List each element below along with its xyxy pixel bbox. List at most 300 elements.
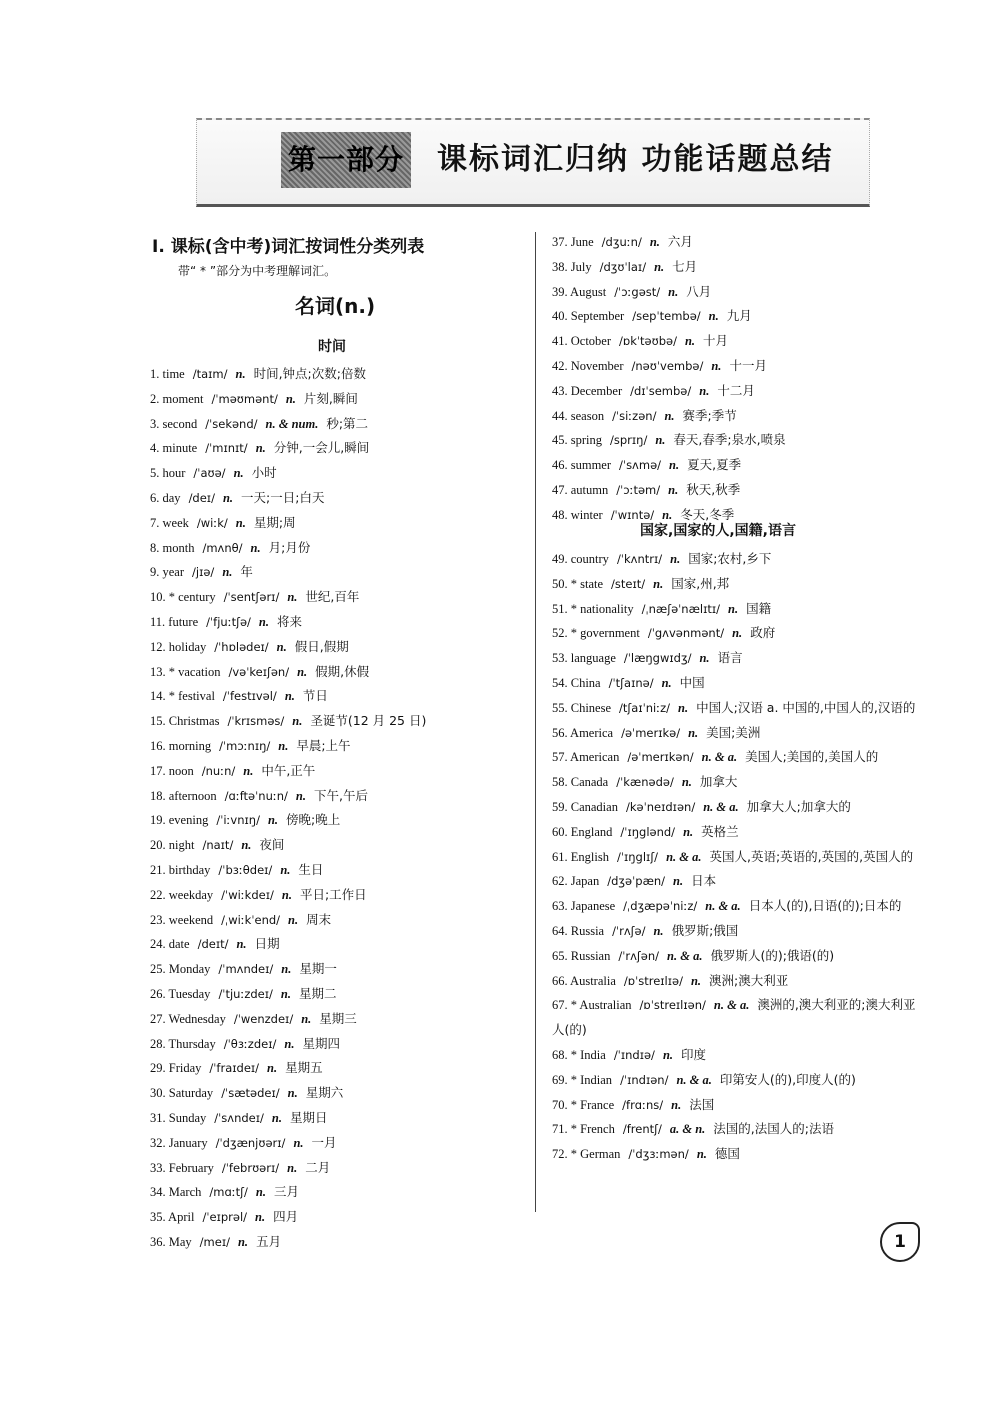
vocab-pos: n. (243, 763, 254, 778)
vocab-word: 51. * nationality (552, 601, 634, 616)
vocab-entry (150, 1131, 528, 1156)
vocab-meaning: 一天;一日;白天 (241, 489, 325, 505)
vocab-word: 50. * state (552, 576, 604, 591)
vocab-ipa: /ˈməʊmənt/ (211, 391, 278, 406)
vocab-pos: n. & a. (703, 799, 739, 814)
vocab-word: 12. holiday (150, 639, 207, 654)
vocab-word: 43. December (552, 383, 623, 398)
vocab-ipa: /nəʊˈvembə/ (631, 358, 704, 373)
vocab-meaning: 八月 (686, 283, 712, 299)
vocab-pos: n. (662, 1047, 674, 1062)
vocab-word: 53. language (552, 651, 616, 666)
vocab-meaning: 印第安人(的),印度人(的) (719, 1071, 856, 1087)
vocab-word: 47. autumn (552, 482, 609, 497)
vocab-ipa: /ˈsiːzən/ (612, 408, 657, 423)
vocab-meaning: 夏天,夏季 (687, 457, 742, 473)
vocab-entry (552, 944, 920, 969)
vocab-pos: n. (258, 614, 269, 629)
vocab-ipa: /ˈɪndɪə/ (613, 1047, 655, 1062)
vocab-word: 18. afternoon (150, 788, 217, 803)
vocab-word: 16. morning (150, 738, 212, 753)
vocab-entry (552, 354, 920, 379)
vocab-ipa: /ˈmɔːnɪŋ/ (219, 738, 271, 753)
vocab-ipa: /meɪ/ (199, 1234, 230, 1249)
vocab-ipa: /ˈwenzdeɪ/ (233, 1011, 294, 1026)
subheading-country: 国家,国家的人,国籍,语言 (640, 523, 796, 539)
vocab-pos: n. (654, 259, 665, 274)
vocab-pos: n. (293, 1135, 304, 1150)
vocab-entry (552, 597, 920, 622)
vocab-word: 48. winter (552, 507, 603, 522)
vocab-entry (552, 919, 920, 944)
vocab-pos: n. (271, 1110, 282, 1125)
vocab-entry (150, 1205, 528, 1230)
part-banner (196, 118, 870, 207)
vocab-pos: n. (237, 1234, 249, 1249)
vocab-ipa: /ˈɔːgəst/ (614, 284, 661, 299)
vocab-ipa: /ˈsætədeɪ/ (221, 1086, 280, 1101)
vocab-meaning: 三月 (273, 1184, 299, 1200)
vocab-entry (552, 379, 920, 404)
vocab-ipa: /taɪm/ (192, 367, 228, 381)
vocab-pos: n. (668, 482, 679, 497)
vocab-entry (552, 453, 920, 478)
vocab-entry (150, 1007, 528, 1032)
vocab-pos: n. (267, 1061, 278, 1076)
right-vocab-list-months (552, 230, 920, 528)
vocab-ipa: /wiːk/ (196, 515, 228, 530)
vocab-ipa: /əˈmerɪkə/ (621, 725, 681, 740)
pos-heading: 名词(n.) (295, 294, 376, 318)
vocab-meaning: 九月 (726, 308, 752, 324)
vocab-word: 57. American (552, 750, 620, 765)
vocab-pos: n. (653, 923, 664, 938)
vocab-pos: n. (295, 788, 306, 803)
vocab-ipa: /ˈeɪprəl/ (202, 1210, 248, 1225)
vocab-pos: n. (670, 552, 681, 566)
vocab-entry (552, 646, 920, 671)
vocab-meaning: 法国的,法国人的;法语 (713, 1121, 834, 1137)
vocab-entry (552, 770, 920, 795)
vocab-entry (150, 461, 528, 486)
vocab-pos: n. (688, 725, 699, 740)
right-vocab-list-countries (552, 547, 920, 1167)
vocab-pos: n. (671, 1097, 682, 1112)
vocab-meaning: 十二月 (717, 382, 755, 398)
vocab-meaning: 星期四 (302, 1035, 340, 1051)
vocab-meaning: 星期六 (305, 1085, 344, 1101)
vocab-entry (552, 304, 920, 329)
vocab-word: 35. April (150, 1210, 195, 1225)
vocab-entry (150, 486, 528, 511)
vocab-pos: n. (661, 675, 672, 690)
vocab-entry (552, 671, 920, 696)
vocab-meaning: 加拿大 (699, 774, 738, 790)
vocab-entry (552, 1142, 920, 1167)
vocab-meaning: 五月 (256, 1233, 282, 1249)
vocab-word: 34. March (150, 1185, 202, 1200)
vocab-ipa: /sprɪŋ/ (610, 433, 648, 448)
vocab-meaning: 一月 (311, 1134, 337, 1150)
vocab-ipa: /ˈtʃaɪnə/ (608, 675, 654, 690)
vocab-word: 37. June (552, 235, 594, 249)
vocab-pos: a. & n. (669, 1122, 706, 1137)
vocab-entry (150, 759, 528, 784)
vocab-meaning: 四月 (273, 1209, 299, 1225)
vocab-ipa: /ˈfraɪdeɪ/ (209, 1061, 260, 1076)
vocab-ipa: /ˈkrɪsməs/ (227, 714, 285, 729)
vocab-pos: n. & a. (676, 1072, 712, 1087)
vocab-word: 65. Russian (552, 948, 611, 963)
vocab-pos: n. (287, 590, 298, 605)
vocab-pos: n. & a. (713, 998, 750, 1013)
subheading-time: 时间 (318, 339, 346, 355)
vocab-word: 49. country (552, 552, 609, 566)
vocab-entry (552, 696, 920, 721)
vocab-entry (150, 560, 528, 585)
vocab-pos: n. (664, 408, 675, 423)
vocab-entry (150, 1180, 528, 1205)
vocab-meaning: 节日 (302, 688, 328, 704)
vocab-word: 52. * government (552, 626, 640, 641)
vocab-entry (150, 734, 528, 759)
vocab-meaning: 中午,正午 (261, 762, 316, 778)
vocab-pos: n. (241, 838, 252, 853)
vocab-meaning: 星期三 (319, 1010, 357, 1026)
vocab-meaning: 语言 (717, 650, 743, 666)
vocab-pos: n. (292, 714, 303, 729)
vocab-entry (552, 1068, 920, 1093)
vocab-word: 68. * India (552, 1047, 606, 1062)
vocab-word: 60. England (552, 824, 613, 839)
vocab-entry (552, 969, 920, 994)
vocab-entry (552, 404, 920, 429)
vocab-pos: n. (678, 700, 689, 715)
vocab-word: 21. birthday (150, 862, 211, 877)
vocab-entry (150, 684, 528, 709)
vocab-meaning: 赛季;季节 (682, 407, 737, 423)
vocab-pos: n. (284, 689, 295, 704)
vocab-ipa: /ˈiːvnɪŋ/ (216, 813, 260, 828)
vocab-word: 2. moment (150, 391, 204, 406)
part-title: 课标词汇归纳 功能话题总结 (437, 142, 834, 177)
vocab-word: 36. May (150, 1234, 192, 1249)
vocab-ipa: /frentʃ/ (622, 1122, 662, 1137)
vocab-entry (552, 280, 920, 305)
vocab-ipa: /vəˈkeɪʃən/ (228, 664, 290, 679)
vocab-pos: n. (708, 309, 719, 324)
vocab-pos: n. (653, 576, 664, 591)
vocab-ipa: /ˈkʌntrɪ/ (616, 552, 663, 566)
vocab-meaning: 早晨;上午 (296, 737, 351, 753)
vocab-pos: n. & num. (265, 416, 319, 431)
vocab-word: 13. * vacation (150, 664, 221, 679)
vocab-pos: n. (255, 441, 266, 456)
vocab-entry (150, 784, 528, 809)
vocab-ipa: /dʒʊˈlaɪ/ (599, 259, 647, 274)
vocab-ipa: /frɑːns/ (622, 1097, 664, 1112)
vocab-entry (552, 572, 920, 597)
vocab-word: 22. weekday (150, 887, 214, 902)
vocab-meaning: 小时 (251, 465, 277, 481)
vocab-entry (150, 585, 528, 610)
vocab-word: 44. season (552, 408, 605, 423)
vocab-entry (150, 1056, 528, 1081)
vocab-entry (150, 1106, 528, 1131)
vocab-meaning: 星期五 (285, 1060, 323, 1076)
vocab-ipa: /ˌwiːkˈend/ (221, 912, 281, 927)
vocab-ipa: /ˈɪndɪən/ (620, 1072, 669, 1087)
vocab-meaning: 美国;美洲 (706, 724, 761, 740)
vocab-ipa: /ˈwiːkdeɪ/ (221, 887, 274, 902)
vocab-word: 71. * French (552, 1122, 615, 1137)
vocab-pos: n. (655, 433, 666, 448)
vocab-entry (150, 808, 528, 833)
vocab-meaning: 秋天,秋季 (686, 481, 741, 497)
vocab-pos: n. (649, 235, 660, 249)
vocab-word: 8. month (150, 540, 195, 555)
vocab-pos: n. & a. (667, 948, 703, 963)
vocab-meaning: 分钟,一会儿,瞬间 (273, 440, 370, 456)
vocab-word: 14. * festival (150, 689, 215, 704)
vocab-word: 9. year (150, 565, 185, 580)
vocab-word: 26. Tuesday (150, 986, 211, 1001)
vocab-entry (150, 412, 528, 437)
vocab-entry (552, 478, 920, 503)
vocab-word: 54. China (552, 675, 601, 690)
vocab-entry (150, 833, 528, 858)
vocab-entry (150, 932, 528, 957)
vocab-pos: n. (255, 1210, 266, 1225)
vocab-pos: n. (668, 284, 679, 299)
vocab-word: 61. English (552, 849, 609, 864)
vocab-entry (552, 1043, 920, 1068)
vocab-meaning: 七月 (672, 258, 698, 274)
vocab-ipa: /ˈfestɪvəl/ (222, 689, 277, 704)
vocab-pos: n. (297, 664, 308, 679)
section-heading: Ⅰ. 课标(含中考)词汇按词性分类列表 (152, 237, 425, 257)
vocab-meaning: 法国 (689, 1096, 715, 1112)
vocab-entry (552, 547, 920, 572)
vocab-ipa: /steɪt/ (611, 576, 646, 591)
vocab-meaning: 圣诞节(12 月 25 日) (310, 713, 427, 729)
vocab-word: 32. January (150, 1135, 208, 1150)
vocab-meaning: 日期 (254, 936, 280, 952)
vocab-word: 10. * century (150, 590, 216, 605)
vocab-meaning: 十月 (703, 333, 729, 349)
vocab-entry (150, 536, 528, 561)
vocab-pos: n. (699, 383, 710, 398)
vocab-meaning: 星期日 (289, 1109, 328, 1125)
vocab-meaning: 日本人(的),日语(的);日本的 (748, 898, 902, 914)
vocab-word: 59. Canadian (552, 799, 618, 814)
vocab-pos: n. (681, 775, 692, 790)
vocab-ipa: /dʒəˈpæn/ (607, 874, 666, 889)
vocab-entry (150, 1156, 528, 1181)
vocab-ipa: /ˈsekənd/ (205, 416, 258, 431)
vocab-ipa: /ˈɪŋglɪʃ/ (616, 849, 659, 864)
vocab-word: 1. time (150, 367, 185, 381)
vocab-ipa: /jɪə/ (192, 565, 215, 580)
left-vocab-list (150, 362, 528, 1255)
vocab-meaning: 下午,午后 (314, 787, 368, 803)
page-number: 1 (880, 1222, 920, 1262)
vocab-ipa: /ˈwɪntə/ (610, 507, 655, 522)
vocab-pos: n. (285, 391, 296, 406)
vocab-word: 70. * France (552, 1097, 615, 1112)
vocab-pos: n. (711, 358, 722, 373)
vocab-ipa: /ˈsʌmə/ (619, 458, 662, 473)
vocab-pos: n. (287, 1086, 298, 1101)
vocab-meaning: 英国人,英语;英语的,英国的,英国人的 (709, 848, 914, 864)
vocab-pos: n. & a. (701, 750, 738, 765)
vocab-ipa: /dʒuːn/ (601, 235, 642, 249)
vocab-entry (552, 255, 920, 280)
vocab-pos: n. (236, 937, 247, 952)
vocab-word: 58. Canada (552, 775, 609, 790)
vocab-meaning: 秒;第二 (326, 415, 369, 431)
vocab-meaning: 德国 (714, 1146, 740, 1162)
vocab-entry (150, 387, 528, 412)
vocab-ipa: /ˈmɪnɪt/ (205, 441, 248, 456)
vocab-meaning: 傍晚;晚上 (286, 812, 341, 828)
vocab-pos: n. (235, 367, 246, 381)
vocab-ipa: /ˈkænədə/ (616, 775, 674, 790)
vocab-ipa: /ˌdʒæpəˈniːz/ (623, 899, 698, 914)
vocab-word: 33. February (150, 1160, 214, 1175)
vocab-word: 30. Saturday (150, 1086, 214, 1101)
vocab-meaning: 星期;周 (253, 514, 296, 530)
vocab-entry (552, 230, 920, 255)
vocab-meaning: 英格兰 (701, 823, 739, 839)
vocab-meaning: 加拿大人;加拿大的 (746, 798, 851, 814)
vocab-meaning: 周末 (306, 911, 332, 927)
vocab-word: 3. second (150, 416, 198, 431)
vocab-word: 17. noon (150, 763, 194, 778)
vocab-meaning: 中国人;汉语 a. 中国的,中国人的,汉语的 (696, 699, 916, 715)
vocab-entry (150, 982, 528, 1007)
vocab-ipa: /ɒkˈtəʊbə/ (619, 334, 677, 349)
vocab-entry (552, 721, 920, 746)
vocab-ipa: /nuːn/ (201, 763, 236, 778)
vocab-word: 72. * German (552, 1147, 621, 1162)
vocab-meaning: 六月 (667, 234, 693, 249)
vocab-ipa: /ˌnæʃəˈnælɪtɪ/ (641, 601, 721, 616)
vocab-pos: n. (281, 887, 292, 902)
vocab-ipa: /ˈbɜːθdeɪ/ (218, 862, 273, 877)
vocab-pos: n. (278, 738, 289, 753)
vocab-meaning: 春天,春季;泉水,喷泉 (673, 432, 786, 448)
vocab-word: 69. * Indian (552, 1072, 613, 1087)
vocab-meaning: 澳洲的,澳大利亚的;澳大利亚人(的) (552, 997, 916, 1038)
vocab-entry (150, 362, 528, 387)
vocab-entry (150, 883, 528, 908)
vocab-meaning: 印度 (681, 1046, 707, 1062)
part-label: 第一部分 (281, 132, 411, 188)
vocab-ipa: /mʌnθ/ (202, 540, 243, 555)
section-note: 带“ * ”部分为中考理解词汇。 (178, 264, 337, 278)
vocab-meaning: 国籍 (746, 600, 772, 616)
vocab-ipa: /deɪ/ (188, 490, 215, 505)
vocab-word: 7. week (150, 515, 189, 530)
vocab-meaning: 世纪,百年 (305, 589, 360, 605)
vocab-ipa: /deɪt/ (197, 937, 229, 952)
vocab-meaning: 俄罗斯;俄国 (671, 922, 739, 938)
vocab-meaning: 生日 (298, 861, 324, 877)
vocab-ipa: /ˈlæŋgwɪdʒ/ (623, 651, 692, 666)
vocab-meaning: 澳洲;澳大利亚 (709, 972, 789, 988)
vocab-word: 29. Friday (150, 1061, 202, 1076)
vocab-meaning: 美国人;美国的,美国人的 (745, 749, 879, 765)
vocab-entry (552, 820, 920, 845)
vocab-word: 42. November (552, 358, 624, 373)
vocab-pos: n. (267, 813, 279, 828)
vocab-word: 31. Sunday (150, 1110, 207, 1125)
vocab-word: 62. Japan (552, 874, 600, 889)
vocab-pos: n. (662, 507, 673, 522)
vocab-word: 67. * Australian (552, 998, 632, 1013)
vocab-pos: n. (284, 1036, 295, 1051)
vocab-pos: n. (699, 651, 710, 666)
vocab-word: 23. weekend (150, 912, 214, 927)
vocab-meaning: 星期二 (298, 985, 337, 1001)
vocab-pos: n. (673, 874, 684, 889)
vocab-ipa: /əˈmerɪkən/ (627, 750, 694, 765)
vocab-meaning: 年 (240, 564, 253, 580)
vocab-ipa: /ɑːftəˈnuːn/ (224, 788, 288, 803)
vocab-meaning: 中国 (679, 674, 705, 690)
vocab-entry (552, 845, 920, 870)
vocab-ipa: /ˈdʒænjʊərɪ/ (215, 1135, 286, 1150)
vocab-entry (150, 709, 528, 734)
vocab-ipa: /ˈmʌndeɪ/ (218, 962, 274, 977)
vocab-pos: n. (276, 639, 287, 654)
vocab-entry (552, 1117, 920, 1142)
vocab-pos: n. (669, 458, 680, 473)
vocab-word: 55. Chinese (552, 700, 612, 715)
vocab-pos: n. (280, 862, 291, 877)
vocab-entry (552, 894, 920, 919)
vocab-entry (150, 635, 528, 660)
vocab-entry (150, 908, 528, 933)
vocab-meaning: 夜间 (259, 837, 285, 853)
vocab-ipa: /ˈaʊə/ (193, 466, 226, 481)
vocab-meaning: 国家,州,邦 (671, 575, 730, 591)
vocab-meaning: 星期一 (299, 961, 337, 977)
vocab-entry (150, 1032, 528, 1057)
vocab-word: 19. evening (150, 813, 209, 828)
vocab-meaning: 政府 (750, 625, 776, 641)
vocab-ipa: /ˈɔːtəm/ (616, 482, 661, 497)
vocab-entry (150, 660, 528, 685)
vocab-meaning: 片刻,瞬间 (303, 390, 358, 406)
vocab-ipa: /tʃaɪˈniːz/ (619, 700, 671, 715)
vocab-meaning: 假期,休假 (315, 663, 370, 679)
vocab-ipa: /ˈfebrʊərɪ/ (221, 1160, 280, 1175)
vocab-word: 24. date (150, 937, 190, 952)
vocab-word: 41. October (552, 334, 612, 349)
vocab-word: 27. Wednesday (150, 1011, 226, 1026)
vocab-word: 45. spring (552, 433, 602, 448)
vocab-word: 20. night (150, 838, 195, 853)
vocab-entry (150, 436, 528, 461)
vocab-word: 46. summer (552, 458, 612, 473)
vocab-meaning: 月;月份 (268, 539, 311, 555)
vocab-pos: n. (696, 1147, 707, 1162)
vocab-meaning: 俄罗斯人(的);俄语(的) (710, 947, 835, 963)
vocab-pos: n. (235, 515, 246, 530)
vocab-ipa: /ˈgʌvənmənt/ (647, 626, 725, 641)
